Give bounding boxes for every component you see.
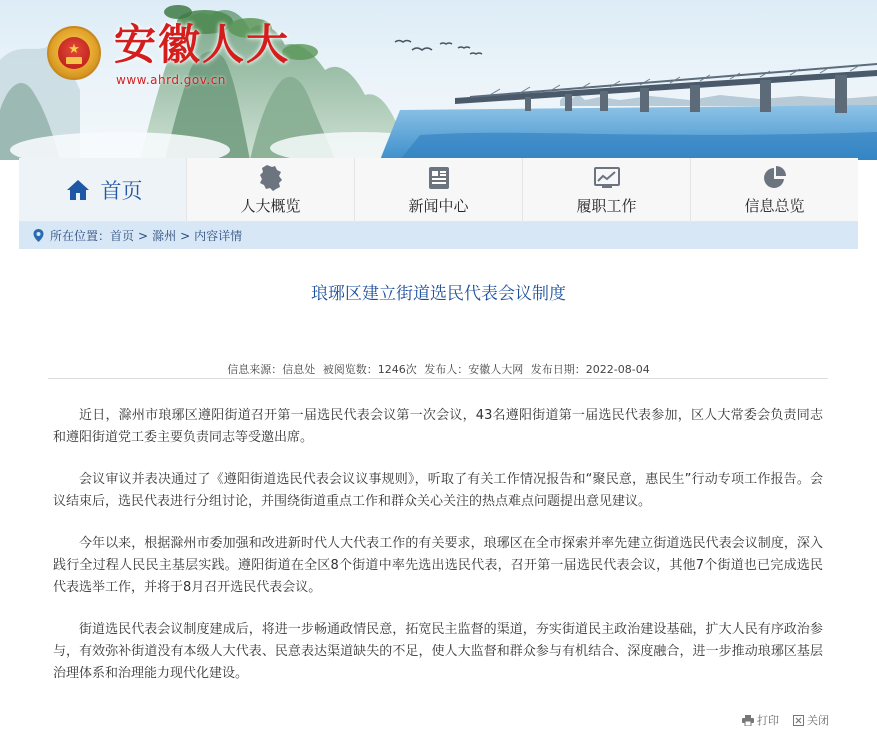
nav-label-news: 新闻中心 <box>408 196 469 215</box>
nav-label-duty: 履职工作 <box>576 196 637 215</box>
newspaper-icon <box>424 164 454 192</box>
nav-item-duty[interactable] <box>523 158 691 221</box>
article-paragraph: 街道选民代表会议制度建成后，将进一步畅通政情民意，拓宽民主监督的渠道，夯实街道民主政治建设基础，扩大人民有序政治参与，有效弥补街道没有本级人大代表、民意表达渠道缺失的不足，使人大监督和群众参与有机结合、深度融合，进一步推动琅琊区基层治理体系和治理能力现代化建设。 <box>53 622 823 681</box>
nav-label-overview: 人大概览 <box>240 196 301 215</box>
close-button[interactable] <box>793 712 829 728</box>
location-pin-icon <box>33 230 45 242</box>
breadcrumb <box>19 222 858 249</box>
article-paragraph: 会议审议并表决通过了《遵阳街道选民代表会议议事规则》，听取了有关工作情况报告和“聚民意，惠民生”行动专项工作报告。会议结束后，选民代表进行分组讨论，并围绕街道重点工作和群众关心关注的热点难点问题提出意见建议。 <box>53 472 823 509</box>
meta-divider <box>48 378 828 379</box>
header-banner <box>0 0 877 160</box>
close-icon <box>793 715 804 726</box>
breadcrumb-item-home[interactable]: 首页 <box>110 229 135 243</box>
nav-item-news[interactable] <box>355 158 523 221</box>
meta-source: 信息来源：信息处 <box>227 363 316 376</box>
anhui-map-icon <box>256 164 286 192</box>
nav-item-overview[interactable] <box>187 158 355 221</box>
pie-chart-icon <box>760 164 790 192</box>
nav-item-home[interactable] <box>19 158 187 221</box>
article-meta <box>0 361 877 377</box>
print-button[interactable] <box>742 712 779 728</box>
article-tools <box>742 712 829 728</box>
nav-label-info: 信息总览 <box>744 196 805 215</box>
site-url: www.ahrd.gov.cn <box>116 73 226 87</box>
meta-date: 发布日期：2022-08-04 <box>530 363 650 376</box>
home-icon <box>63 176 93 204</box>
meta-publisher: 发布人：安徽人大网 <box>424 363 524 376</box>
breadcrumb-separator: > <box>180 228 191 243</box>
nav-item-info[interactable] <box>691 158 858 221</box>
line-chart-icon <box>592 164 622 192</box>
breadcrumb-separator: > <box>138 228 149 243</box>
article-body <box>53 405 823 705</box>
breadcrumb-item-chuzhou[interactable]: 滁州 <box>152 229 177 243</box>
nav-label-home: 首页 <box>100 178 143 203</box>
breadcrumb-prefix: 所在位置： <box>50 229 111 243</box>
printer-icon <box>742 715 754 726</box>
meta-views: 被阅览数：1246次 <box>322 363 417 376</box>
close-label: 关闭 <box>807 714 829 727</box>
article-paragraph: 近日，滁州市琅琊区遵阳街道召开第一届选民代表会议第一次会议，43名遵阳街道第一届选民代表参加，区人大常委会负责同志和遵阳街道党工委主要负责同志等受邀出席。 <box>53 408 823 445</box>
print-label: 打印 <box>757 714 779 727</box>
main-nav <box>19 158 858 222</box>
site-title: 安徽人大 <box>114 20 291 69</box>
national-emblem-logo: ★ <box>47 26 101 80</box>
article-paragraph: 今年以来，根据滁州市委加强和改进新时代人大代表工作的有关要求，琅琊区在全市探索并率先建立街道选民代表会议制度，深入践行全过程人民民主基层实践。遵阳街道在全区8个街道中率先选出选民代表，召开第一届选民代表会议，其他7个街道也已完成选民代表选举工作，并将于8月召开选民代表会议。 <box>53 536 823 595</box>
article-title: 琅琊区建立街道选民代表会议制度 <box>311 284 566 304</box>
breadcrumb-item-detail: 内容详情 <box>194 229 243 243</box>
